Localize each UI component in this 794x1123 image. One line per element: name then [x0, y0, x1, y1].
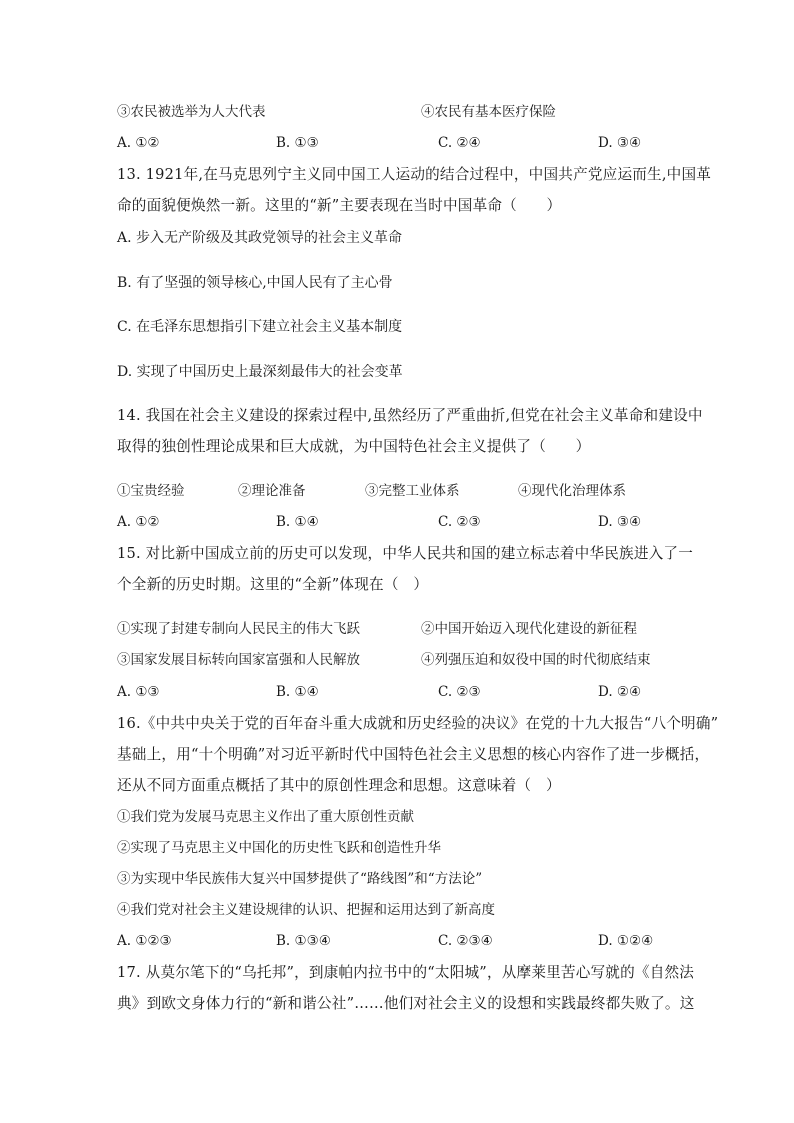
q16-stem-line-1: 16.《中共中央关于党的百年奋斗重大成就和历史经验的决议》在党的十九大报告“八个明确” [117, 715, 719, 732]
q12-statement-4: ④农民有基本医疗保险 [421, 104, 556, 120]
q16-statement-2: ②实现了马克思主义中国化的历史性飞跃和创造性升华 [117, 840, 441, 856]
q16-option-d: D. ①②④ [598, 933, 654, 949]
q12-option-b: B. ①③ [276, 135, 319, 151]
q16-option-b: B. ①③④ [276, 933, 331, 949]
q14-stem-line-2: 取得的独创性理论成果和巨大成就，为中国特色社会主义提供了（ ） [117, 438, 591, 455]
q15-option-b: B. ①④ [276, 684, 319, 700]
q16-option-c: C. ②③④ [438, 933, 493, 949]
q13-stem-line-2: 命的面貌便焕然一新。这里的“新”主要表现在当时中国革命（ ） [117, 197, 562, 214]
q15-statement-1: ①实现了封建专制向人民民主的伟大飞跃 [117, 621, 360, 637]
q15-statement-4: ④列强压迫和奴役中国的时代彻底结束 [421, 652, 651, 668]
q16-stem-line-2: 基础上，用“十个明确”对习近平新时代中国特色社会主义思想的核心内容作了进一步概括， [117, 746, 710, 763]
q15-option-d: D. ②④ [598, 684, 642, 700]
q16-stem-line-3: 还从不同方面重点概括了其中的原创性理念和思想。这意味着（ ） [117, 777, 561, 794]
q14-statement-2: ②理论准备 [238, 483, 306, 499]
q16-statement-4: ④我们党对社会主义建设规律的认识、把握和运用达到了新高度 [117, 902, 495, 918]
q16-statement-1: ①我们党为发展马克思主义作出了重大原创性贡献 [117, 809, 414, 825]
q13-stem-line-1: 13. 1921年,在马克思列宁主义同中国工人运动的结合过程中，中国共产党应运而生,中国革 [117, 166, 712, 183]
q14-statement-4: ④现代化治理体系 [518, 483, 626, 499]
q14-statement-1: ①宝贵经验 [117, 483, 185, 499]
q13-option-d: D. 实现了中国历史上最深刻最伟大的社会变革 [117, 364, 403, 380]
q12-option-c: C. ②④ [438, 135, 481, 151]
q15-option-a: A. ①③ [117, 684, 160, 700]
q17-stem-line-2: 典》到欧文身体力行的“新和谐公社”……他们对社会主义的设想和实践最终都失败了。这 [117, 995, 695, 1012]
q16-option-a: A. ①②③ [117, 933, 172, 949]
q13-option-a: A. 步入无产阶级及其政党领导的社会主义革命 [117, 230, 403, 246]
q14-statement-3: ③完整工业体系 [365, 483, 460, 499]
q14-option-b: B. ①④ [276, 514, 319, 530]
q14-stem-line-1: 14. 我国在社会主义建设的探索过程中,虽然经历了严重曲折,但党在社会主义革命和建设中 [117, 407, 703, 424]
q15-statement-3: ③国家发展目标转向国家富强和人民解放 [117, 652, 360, 668]
q15-stem-line-2: 个全新的历史时期。这里的“全新”体现在（ ） [117, 576, 429, 593]
q14-option-c: C. ②③ [438, 514, 481, 530]
q14-option-a: A. ①② [117, 514, 160, 530]
q12-statement-3: ③农民被选举为人大代表 [117, 104, 266, 120]
q12-option-d: D. ③④ [598, 135, 642, 151]
q15-stem-line-1: 15. 对比新中国成立前的历史可以发现，中华人民共和国的建立标志着中华民族进入了一 [117, 545, 694, 562]
q13-option-b: B. 有了坚强的领导核心,中国人民有了主心骨 [117, 275, 393, 291]
q15-option-c: C. ②③ [438, 684, 481, 700]
q15-statement-2: ②中国开始迈入现代化建设的新征程 [421, 621, 637, 637]
q17-stem-line-1: 17. 从莫尔笔下的“乌托邦”，到康帕内拉书中的“太阳城”，从摩莱里苦心写就的《自然法 [117, 964, 695, 981]
q13-option-c: C. 在毛泽东思想指引下建立社会主义基本制度 [117, 319, 403, 335]
q12-option-a: A. ①② [117, 135, 160, 151]
q14-option-d: D. ③④ [598, 514, 642, 530]
q16-statement-3: ③为实现中华民族伟大复兴中国梦提供了“路线图”和“方法论” [117, 871, 483, 887]
